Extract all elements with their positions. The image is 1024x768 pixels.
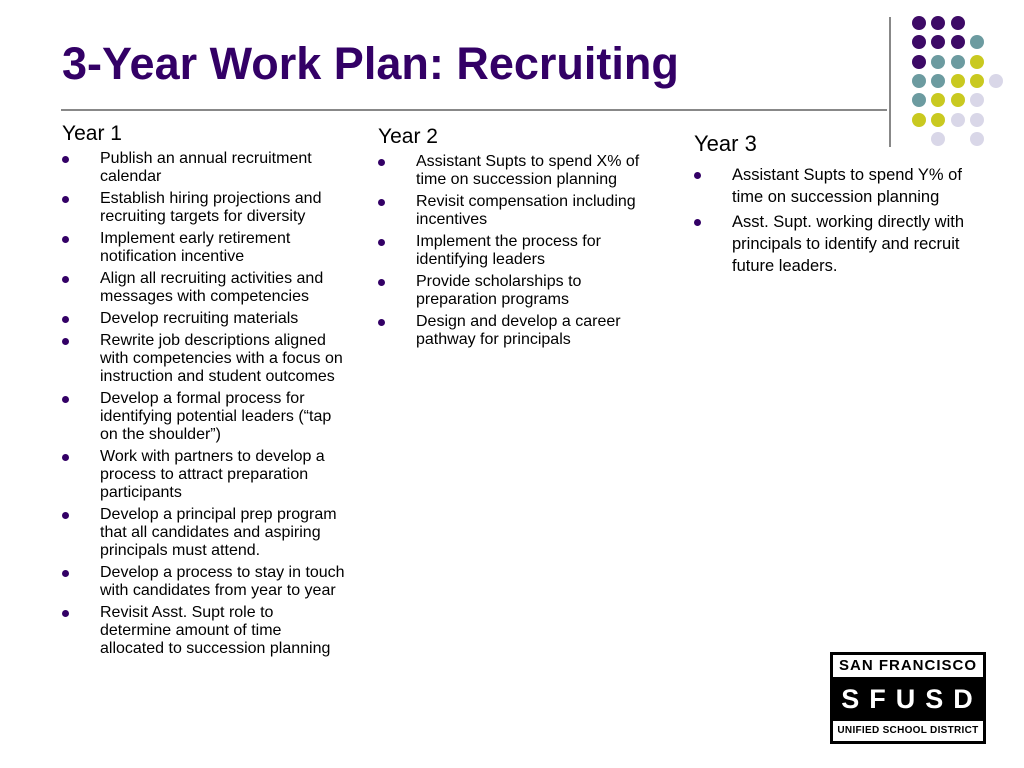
decorative-dot	[951, 74, 965, 88]
year-1-list	[62, 150, 347, 658]
decorative-dot	[970, 55, 984, 69]
bullet-dot-icon	[378, 199, 385, 206]
bullet-dot-icon	[62, 196, 69, 203]
decorative-dot	[931, 74, 945, 88]
decorative-dot	[989, 74, 1003, 88]
decorative-dot	[951, 35, 965, 49]
decorative-dot	[931, 93, 945, 107]
list-item-text: Develop recruiting materials	[100, 310, 299, 327]
list-item-text: Align all recruiting activities and messages with competencies	[100, 270, 324, 305]
decorative-dot	[912, 74, 926, 88]
bullet-dot-icon	[62, 454, 69, 461]
decorative-dot	[931, 113, 945, 127]
year-3-column	[694, 131, 984, 280]
list-item	[62, 506, 347, 560]
year-2-column	[378, 125, 663, 353]
list-item-text: Publish an annual recruitment calendar	[100, 150, 312, 185]
bullet-dot-icon	[694, 172, 701, 179]
list-item	[62, 390, 347, 444]
list-item-text: Rewrite job descriptions aligned with competencies with a focus on instruction and student outcomes	[100, 332, 343, 385]
bullet-dot-icon	[62, 396, 69, 403]
bullet-dot-icon	[62, 338, 69, 345]
decorative-dot	[970, 35, 984, 49]
bullet-dot-icon	[62, 236, 69, 243]
vertical-divider	[889, 17, 891, 147]
year-3-list	[694, 164, 984, 277]
bullet-dot-icon	[62, 512, 69, 519]
bullet-dot-icon	[378, 319, 385, 326]
list-item-text: Assistant Supts to spend X% of time on succession planning	[416, 153, 640, 188]
list-item-text: Asst. Supt. working directly with principals to identify and recruit future leaders.	[732, 213, 964, 275]
list-item	[62, 270, 347, 306]
bullet-dot-icon	[694, 219, 701, 226]
list-item	[378, 233, 663, 269]
list-item-text: Implement early retirement notification incentive	[100, 230, 291, 265]
decorative-dot	[912, 16, 926, 30]
decorative-dot	[931, 55, 945, 69]
list-item	[378, 193, 663, 229]
list-item	[62, 150, 347, 186]
decorative-dot	[970, 113, 984, 127]
list-item	[62, 332, 347, 386]
decorative-dot	[970, 93, 984, 107]
decorative-dot	[970, 74, 984, 88]
bullet-dot-icon	[62, 156, 69, 163]
decorative-dot	[931, 16, 945, 30]
decorative-dot	[951, 93, 965, 107]
list-item-text: Develop a formal process for identifying potential leaders (“tap on the shoulder”)	[100, 390, 332, 443]
decorative-dot	[912, 55, 926, 69]
list-item-text: Provide scholarships to preparation programs	[416, 273, 582, 308]
year-2-list	[378, 153, 663, 349]
decorative-dot	[912, 113, 926, 127]
list-item	[694, 164, 984, 208]
list-item-text: Develop a principal prep program that all candidates and aspiring principals must attend.	[100, 506, 337, 559]
list-item	[62, 448, 347, 502]
bullet-dot-icon	[62, 316, 69, 323]
bullet-dot-icon	[62, 570, 69, 577]
list-item	[62, 310, 347, 328]
year-1-heading: Year 1	[62, 122, 122, 145]
list-item-text: Develop a process to stay in touch with candidates from year to year	[100, 564, 345, 599]
bullet-dot-icon	[62, 276, 69, 283]
year-1-column	[62, 122, 347, 662]
year-3-heading: Year 3	[694, 131, 757, 156]
decorative-dot	[912, 35, 926, 49]
slide-title: 3-Year Work Plan: Recruiting	[62, 38, 679, 89]
list-item	[62, 190, 347, 226]
list-item	[378, 153, 663, 189]
logo-line-2: SFUSD	[833, 677, 983, 721]
list-item	[378, 313, 663, 349]
horizontal-divider	[61, 109, 887, 111]
list-item	[378, 273, 663, 309]
decorative-dot	[951, 113, 965, 127]
list-item	[694, 211, 984, 277]
decorative-dot	[931, 35, 945, 49]
list-item-text: Work with partners to develop a process to attract preparation participants	[100, 448, 325, 501]
list-item-text: Implement the process for identifying leaders	[416, 233, 601, 268]
decorative-dot	[912, 93, 926, 107]
bullet-dot-icon	[378, 159, 385, 166]
logo-line-1: SAN FRANCISCO	[838, 657, 977, 674]
list-item	[62, 564, 347, 600]
list-item-text: Establish hiring projections and recruiting targets for diversity	[100, 190, 322, 225]
decorative-dot	[951, 16, 965, 30]
list-item	[62, 604, 347, 658]
bullet-dot-icon	[378, 279, 385, 286]
bullet-dot-icon	[62, 610, 69, 617]
list-item-text: Design and develop a career pathway for principals	[416, 313, 621, 348]
year-2-heading: Year 2	[378, 125, 438, 148]
list-item	[62, 230, 347, 266]
logo-line-3: UNIFIED SCHOOL DISTRICT	[837, 725, 979, 736]
list-item-text: Revisit compensation including incentives	[416, 193, 636, 228]
list-item-text: Assistant Supts to spend Y% of time on succession planning	[732, 166, 962, 206]
decorative-dot	[951, 55, 965, 69]
list-item-text: Revisit Asst. Supt role to determine amount of time allocated to succession planning	[100, 604, 331, 657]
sfusd-logo	[830, 652, 986, 744]
bullet-dot-icon	[378, 239, 385, 246]
